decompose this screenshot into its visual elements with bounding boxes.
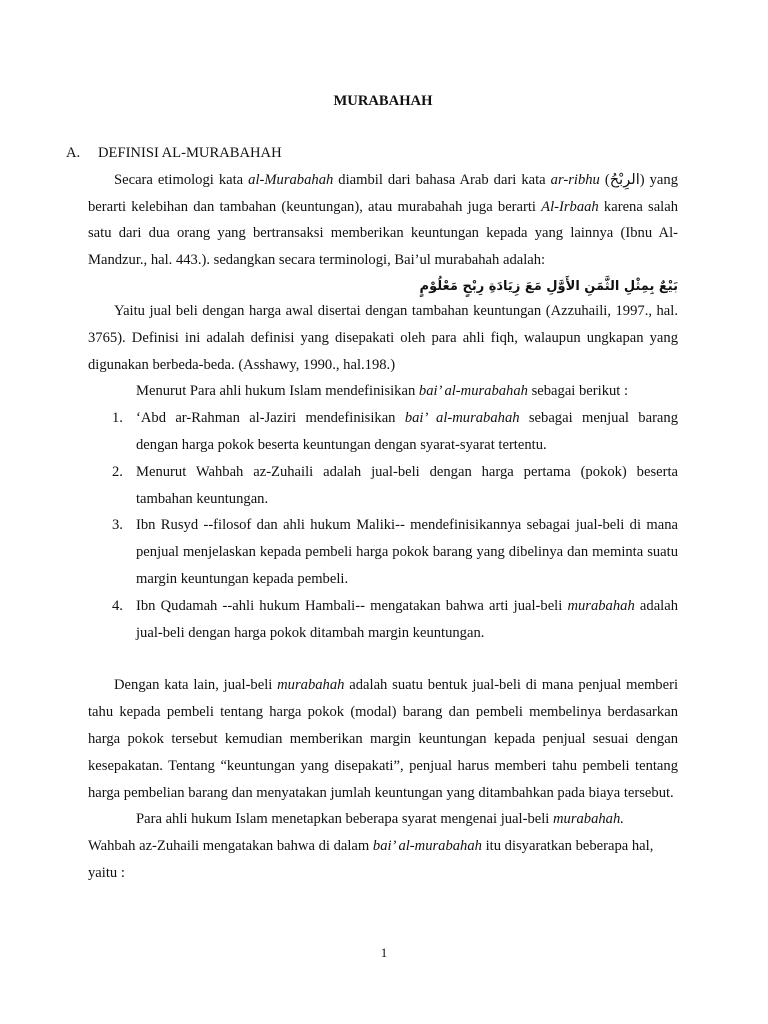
- list-item: [88, 405, 678, 459]
- text-run: diambil dari bahasa Arab dari kata: [333, 171, 551, 188]
- italic-term: bai’ al-murabahah: [404, 410, 520, 427]
- document-title: MURABAHAH: [333, 93, 433, 109]
- text-run: Para ahli hukum Islam menetapkan beberapa syarat mengenai jual-beli: [136, 811, 553, 828]
- text-run: Menurut Para ahli hukum Islam mendefinisikan: [136, 383, 419, 400]
- italic-term: ar-ribhu: [550, 171, 600, 188]
- list-number: 2.: [112, 463, 123, 480]
- italic-term: murabahah: [277, 677, 345, 694]
- italic-term: murabahah.: [552, 811, 624, 828]
- list-item: [88, 459, 678, 513]
- list-number: 1.: [112, 410, 123, 427]
- section-heading: [66, 140, 678, 167]
- italic-term: Al-Irbaah: [541, 198, 599, 215]
- document-page: [66, 88, 679, 887]
- arabic-definition: بَيْعٌ بِمِثْلِ الثَّمَنِ الأَوَّلِ مَعَ زِيَادَةِ رِبْحٍ مَعْلُوْمٍ: [419, 278, 678, 294]
- paragraph-intro-list: [88, 378, 678, 405]
- text-run: ‘Abd ar-Rahman al-Jaziri mendefinisikan: [136, 410, 405, 427]
- text-run: Wahbah az-Zuhaili mengatakan bahwa di dalam: [88, 838, 373, 855]
- definitions-list: [88, 405, 678, 646]
- text-run: Dengan kata lain, jual-beli: [114, 677, 278, 694]
- text-run: sebagai berikut :: [527, 383, 629, 400]
- section-number: A.: [66, 145, 81, 161]
- section-heading-text: DEFINISI AL-MURABAHAH: [98, 145, 282, 161]
- page-number: 1: [380, 945, 388, 960]
- text-run: Ibn Qudamah --ahli hukum Hambali-- mengatakan bahwa arti jual-beli: [136, 597, 568, 614]
- italic-term: al-Murabahah: [248, 171, 334, 188]
- paragraph-etymology: [88, 167, 678, 274]
- paragraph-conditions: [88, 833, 678, 887]
- text-run: itu disyaratkan beberapa hal, yaitu :: [88, 838, 654, 881]
- paragraph-summary: [88, 672, 678, 806]
- spacer: [88, 646, 678, 672]
- text-run: adalah suatu bentuk jual-beli di mana penjual memberi tahu kepada pembeli tentang harga pokok (modal) barang dan pembeli membelinya berdasarkan harga pokok tersebut kemudian memberikan margin keuntungan kepada penjual sesuai dengan kesepakatan. Tentang “keuntungan yang disepakati”, penjual harus memberi tahu pembeli tentang harga pembelian barang dan menyatakan jumlah keuntungan yang ditambahkan pada biaya tersebut.: [88, 677, 678, 801]
- list-number: 4.: [112, 597, 123, 614]
- text-run: sebagai menjual barang dengan harga pokok beserta keuntungan dengan syarat-syarat tertentu.: [136, 410, 679, 453]
- text-run: Menurut Wahbah az-Zuhaili adalah jual-beli dengan harga pertama (pokok) beserta tambahan keuntungan.: [136, 463, 678, 507]
- list-item: [88, 512, 678, 592]
- text-run: karena salah satu dari dua orang yang bertransaksi memberikan keuntungan kepada yang lainnya (Ibnu Al-Mandzur., hal. 443.). sedangkan secara terminologi, Bai’ul murabahah adalah:: [88, 198, 678, 269]
- text-run: Ibn Rusyd --filosof dan ahli hukum Maliki-- mendefinisikannya sebagai jual-beli di mana penjual menjelaskan kepada pembeli harga pokok barang yang dibelinya dan meminta suatu margin keuntungan kepada pembeli.: [136, 517, 678, 587]
- paragraph-meaning: Yaitu jual beli dengan harga awal disertai dengan tambahan keuntungan (Azzuhaili, 1997., hal. 3765). Definisi ini adalah definisi yang disepakati oleh para ahli fiqh, walaupun ungkapan yang digunakan berbeda-beda. (Asshawy, 1990., hal.198.): [88, 302, 678, 373]
- text-run: (الرِبْحُ) yang berarti kelebihan dan tambahan (keuntungan), atau murabahah juga berarti: [88, 171, 678, 215]
- text-run: adalah jual-beli dengan harga pokok ditambah margin keuntungan.: [136, 597, 678, 641]
- text-run: Secara etimologi kata: [114, 171, 249, 188]
- list-number: 3.: [112, 517, 123, 534]
- italic-term: murabahah: [567, 597, 635, 614]
- italic-term: bai’ al-murabahah: [372, 838, 482, 855]
- paragraph-conditions-intro: [88, 806, 678, 833]
- italic-term: bai’ al-murabahah: [418, 383, 528, 400]
- list-item: [88, 593, 678, 647]
